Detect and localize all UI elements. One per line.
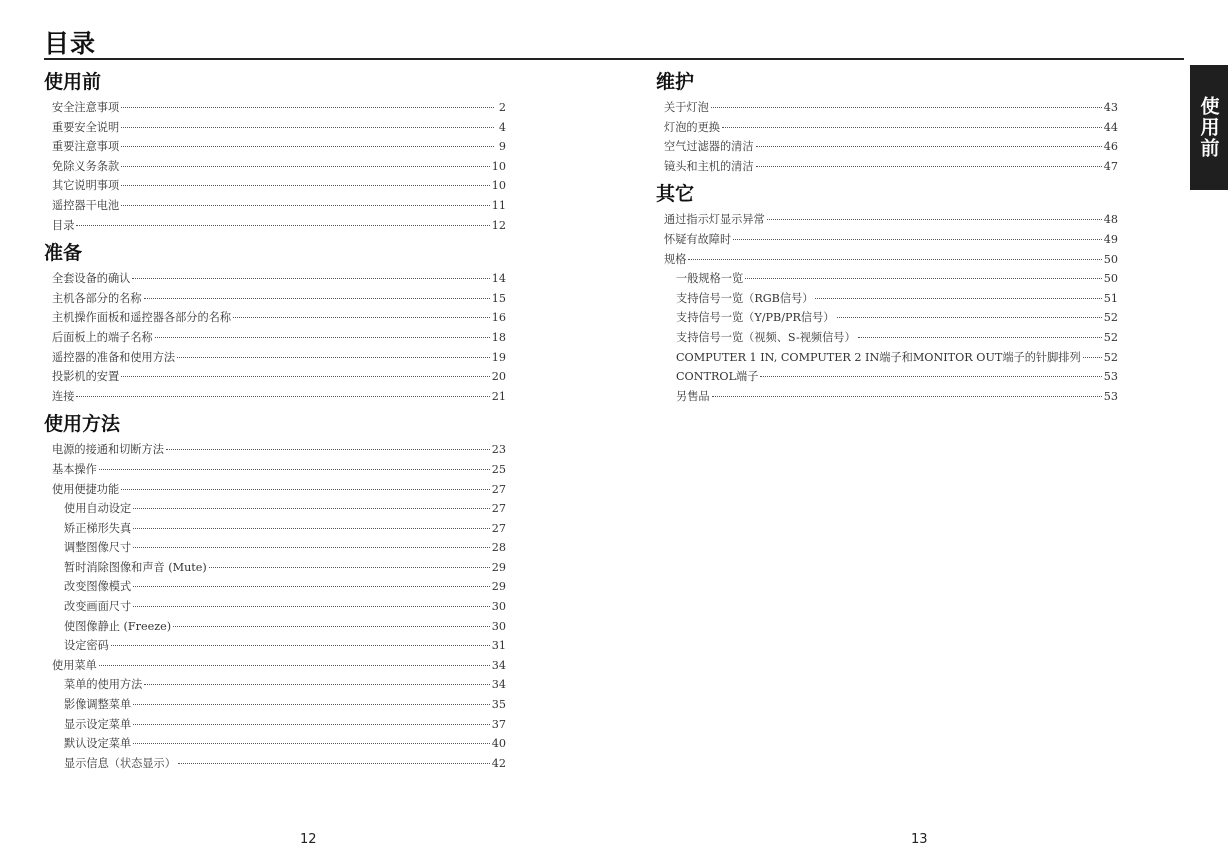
toc-entry[interactable]: [52, 617, 506, 637]
toc-entry[interactable]: [52, 656, 506, 676]
toc-entry[interactable]: [664, 269, 1118, 289]
toc-entry-label: CONTROL端子: [676, 370, 759, 384]
page-number-left: 12: [300, 832, 317, 847]
toc-entry[interactable]: [52, 157, 506, 177]
toc-entry-label: 遥控器干电池: [52, 198, 120, 212]
toc-entry-label: 调整图像尺寸: [64, 541, 132, 555]
section-heading: 准备: [44, 242, 83, 265]
toc-entry-page: 52: [1103, 311, 1118, 325]
toc-entry[interactable]: [52, 597, 506, 617]
dot-leader: [133, 586, 490, 587]
toc-entry-page: 50: [1103, 272, 1118, 286]
dot-leader: [133, 508, 490, 509]
toc-entry[interactable]: [52, 176, 506, 196]
toc-entry[interactable]: [52, 754, 506, 774]
section-heading: 使用方法: [44, 413, 121, 436]
dot-leader: [121, 489, 490, 490]
toc-entry-label: 电源的接通和切断方法: [52, 443, 164, 457]
toc-entry[interactable]: [52, 137, 506, 157]
toc-entry[interactable]: [52, 715, 506, 735]
toc-entry-label: 遥控器的准备和使用方法: [52, 350, 176, 364]
toc-entry-page: 27: [491, 521, 506, 535]
toc-entry-label: 镜头和主机的清洁: [664, 159, 754, 173]
toc-entry[interactable]: [664, 230, 1118, 250]
dot-leader: [756, 146, 1102, 147]
toc-entry-page: 23: [491, 443, 506, 457]
toc-entry-page: 12: [491, 218, 506, 232]
dot-leader: [133, 547, 490, 548]
toc-entry-page: 28: [491, 541, 506, 555]
dot-leader: [121, 146, 494, 147]
toc-entry-label: 投影机的安置: [52, 370, 120, 384]
toc-entry[interactable]: [664, 210, 1118, 230]
toc-entry-label: 一般规格一览: [676, 272, 744, 286]
dot-leader: [99, 469, 490, 470]
toc-entry-page: 30: [491, 619, 506, 633]
toc-entry[interactable]: [52, 538, 506, 558]
toc-entry[interactable]: [664, 250, 1118, 270]
toc-entry[interactable]: [52, 499, 506, 519]
dot-leader: [76, 225, 489, 226]
dot-leader: [121, 205, 490, 206]
toc-entry-page: 20: [491, 370, 506, 384]
toc-section: [656, 68, 1118, 176]
section-heading: 维护: [656, 71, 695, 93]
toc-entry-label: 免除义务条款: [52, 159, 120, 173]
toc-entry-label: 全套设备的确认: [52, 272, 131, 286]
dot-leader: [111, 645, 490, 646]
right-column: [656, 68, 1118, 410]
toc-entry-page: 27: [491, 482, 506, 496]
toc-list: [656, 98, 1118, 176]
toc-entry-label: 主机各部分的名称: [52, 291, 142, 305]
toc-entry-page: 51: [1103, 291, 1118, 305]
toc-section: [44, 410, 506, 773]
dot-leader: [760, 376, 1101, 377]
dot-leader: [144, 298, 490, 299]
toc-entry-label: 重要注意事项: [52, 140, 120, 154]
toc-entry-label: 怀疑有故障时: [664, 232, 732, 246]
toc-entry-label: 使图像静止 (Freeze): [64, 619, 172, 633]
toc-entry-label: 其它说明事项: [52, 179, 120, 193]
toc-entry-label: 改变图像模式: [64, 580, 132, 594]
dot-leader: [76, 396, 489, 397]
toc-entry[interactable]: [52, 577, 506, 597]
dot-leader: [1083, 357, 1102, 358]
toc-entry-page: 18: [491, 330, 506, 344]
toc-entry-page: 19: [491, 350, 506, 364]
dot-leader: [166, 449, 490, 450]
toc-entry[interactable]: [664, 328, 1118, 348]
toc-entry[interactable]: [664, 137, 1118, 157]
dot-leader: [756, 166, 1102, 167]
toc-entry-label: 矫正梯形失真: [64, 521, 132, 535]
toc-entry[interactable]: [52, 387, 506, 407]
toc-entry[interactable]: [52, 269, 506, 289]
dot-leader: [144, 684, 489, 685]
toc-entry[interactable]: [52, 328, 506, 348]
dot-leader: [177, 357, 490, 358]
dot-leader: [155, 337, 490, 338]
toc-entry[interactable]: [52, 519, 506, 539]
toc-entry[interactable]: [664, 118, 1118, 138]
dot-leader: [173, 626, 490, 627]
toc-entry-page: 31: [491, 639, 506, 653]
dot-leader: [121, 376, 490, 377]
toc-entry-page: 53: [1103, 389, 1118, 403]
toc-entry[interactable]: [52, 734, 506, 754]
toc-list: [656, 210, 1118, 406]
toc-entry[interactable]: [664, 289, 1118, 309]
dot-leader: [133, 724, 490, 725]
toc-entry-label: 显示设定菜单: [64, 717, 132, 731]
dot-leader: [711, 107, 1102, 108]
page-title: 目录: [44, 29, 97, 58]
toc-entry-page: 9: [498, 140, 506, 154]
toc-entry-label: 菜单的使用方法: [64, 678, 143, 692]
toc-entry-label: 灯泡的更换: [664, 120, 720, 134]
toc-entry[interactable]: [52, 460, 506, 480]
toc-entry-page: 48: [1103, 213, 1118, 227]
toc-entry-page: 37: [491, 717, 506, 731]
toc-entry-label: 影像调整菜单: [64, 698, 132, 712]
toc-entry[interactable]: [52, 216, 506, 236]
toc-entry[interactable]: [52, 196, 506, 216]
dot-leader: [837, 317, 1102, 318]
dot-leader: [132, 278, 489, 279]
toc-entry-page: 10: [491, 159, 506, 173]
toc-entry-page: 47: [1103, 159, 1118, 173]
dot-leader: [133, 704, 490, 705]
dot-leader: [121, 107, 494, 108]
toc-entry[interactable]: [52, 289, 506, 309]
toc-entry[interactable]: [52, 675, 506, 695]
dot-leader: [233, 317, 490, 318]
toc-list: [44, 440, 506, 773]
toc-entry-page: 25: [491, 462, 506, 476]
toc-entry-page: 52: [1103, 350, 1118, 364]
toc-entry-page: 40: [491, 737, 506, 751]
toc-entry-label: 暂时消除图像和声音 (Mute): [64, 560, 207, 574]
toc-entry-page: 50: [1103, 252, 1118, 266]
dot-leader: [133, 606, 490, 607]
toc-entry[interactable]: [52, 480, 506, 500]
toc-entry-label: COMPUTER 1 IN, COMPUTER 2 IN端子和MONITOR OUT端子的针脚排列: [676, 350, 1081, 364]
toc-entry[interactable]: [52, 440, 506, 460]
dot-leader: [133, 528, 490, 529]
toc-entry[interactable]: [52, 695, 506, 715]
toc-entry-page: 14: [491, 272, 506, 286]
dot-leader: [712, 396, 1102, 397]
toc-entry-page: 30: [491, 600, 506, 614]
toc-entry-page: 34: [491, 658, 506, 672]
toc-entry-page: 10: [491, 179, 506, 193]
toc-entry[interactable]: [52, 558, 506, 578]
dot-leader: [767, 219, 1102, 220]
dot-leader: [858, 337, 1102, 338]
side-tab: [1190, 65, 1228, 190]
toc-list: [44, 98, 506, 235]
toc-entry-page: 11: [491, 198, 506, 212]
toc-entry[interactable]: [52, 367, 506, 387]
toc-entry-page: 2: [498, 101, 506, 114]
dot-leader: [209, 567, 490, 568]
dot-leader: [121, 166, 490, 167]
toc-entry-page: 27: [491, 502, 506, 516]
toc-entry-label: 默认设定菜单: [64, 737, 132, 751]
toc-entry-label: 使用菜单: [52, 658, 97, 672]
toc-entry-page: 29: [491, 560, 506, 574]
toc-list: [44, 269, 506, 406]
toc-entry-label: 另售品: [676, 389, 710, 403]
toc-entry-page: 53: [1103, 370, 1118, 384]
dot-leader: [733, 239, 1102, 240]
toc-entry-label: 支持信号一览（Y/PB/PR信号）: [676, 311, 835, 325]
section-heading: 使用前: [44, 71, 102, 93]
toc-entry-label: 支持信号一览（视频、S-视频信号）: [676, 330, 856, 344]
toc-entry[interactable]: [52, 636, 506, 656]
toc-entry-page: 44: [1103, 120, 1118, 134]
title-rule: [44, 58, 1184, 60]
toc-entry-page: 29: [491, 580, 506, 594]
toc-entry-label: 使用便捷功能: [52, 482, 120, 496]
toc-section: [656, 180, 1118, 406]
toc-entry-label: 关于灯泡: [664, 101, 709, 114]
toc-entry-label: 目录: [52, 218, 75, 232]
toc-entry[interactable]: [52, 118, 506, 138]
toc-entry[interactable]: [52, 348, 506, 368]
toc-entry[interactable]: [664, 348, 1118, 368]
toc-entry-label: 主机操作面板和遥控器各部分的名称: [52, 311, 232, 325]
toc-section: [44, 68, 506, 235]
page-number-right: 13: [911, 832, 928, 847]
toc-entry[interactable]: [52, 308, 506, 328]
toc-entry-label: 安全注意事项: [52, 101, 120, 114]
toc-entry[interactable]: [664, 308, 1118, 328]
toc-entry-label: 使用自动设定: [64, 502, 132, 516]
toc-entry-label: 空气过滤器的清洁: [664, 140, 754, 154]
toc-entry-page: 16: [491, 311, 506, 325]
dot-leader: [688, 259, 1101, 260]
toc-entry-label: 重要安全说明: [52, 120, 120, 134]
left-column: [44, 68, 506, 777]
toc-section: [44, 239, 506, 406]
toc-entry-label: 连接: [52, 389, 75, 403]
toc-entry-page: 34: [491, 678, 506, 692]
toc-entry-page: 4: [498, 120, 506, 134]
toc-entry-page: 35: [491, 698, 506, 712]
toc-entry-label: 通过指示灯显示异常: [664, 213, 765, 227]
dot-leader: [815, 298, 1101, 299]
toc-entry-page: 43: [1103, 101, 1118, 114]
toc-entry-page: 15: [491, 291, 506, 305]
dot-leader: [133, 743, 490, 744]
toc-entry-label: 显示信息（状态显示）: [64, 756, 176, 770]
toc-entry-page: 42: [491, 756, 506, 770]
toc-entry[interactable]: [664, 387, 1118, 407]
toc-entry-label: 基本操作: [52, 462, 97, 476]
toc-entry-page: 52: [1103, 330, 1118, 344]
section-heading: 其它: [656, 183, 695, 206]
toc-entry-label: 设定密码: [64, 639, 109, 653]
toc-entry-label: 规格: [664, 252, 687, 266]
toc-entry[interactable]: [664, 367, 1118, 387]
toc-entry-page: 46: [1103, 140, 1118, 154]
dot-leader: [178, 763, 490, 764]
toc-entry-page: 49: [1103, 232, 1118, 246]
dot-leader: [722, 127, 1102, 128]
side-tab-label: 使用前: [1197, 96, 1220, 159]
dot-leader: [121, 185, 490, 186]
toc-entry-label: 后面板上的端子名称: [52, 330, 153, 344]
toc-entry[interactable]: [664, 98, 1118, 118]
toc-entry-label: 支持信号一览（RGB信号）: [676, 291, 814, 305]
toc-entry-page: 21: [491, 389, 506, 403]
toc-entry-label: 改变画面尺寸: [64, 600, 132, 614]
dot-leader: [121, 127, 494, 128]
toc-entry[interactable]: [664, 157, 1118, 177]
dot-leader: [99, 665, 490, 666]
dot-leader: [745, 278, 1102, 279]
toc-entry[interactable]: [52, 98, 506, 118]
